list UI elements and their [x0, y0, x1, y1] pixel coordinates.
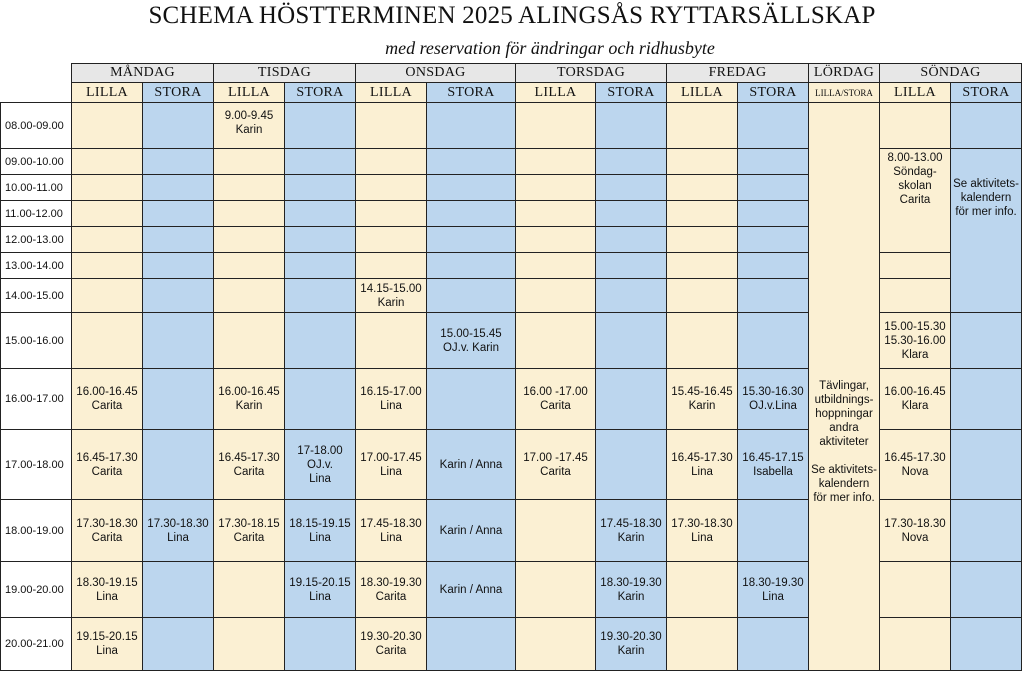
slot-empty: [356, 313, 427, 369]
slot-empty: [596, 313, 667, 369]
slot-empty: [285, 227, 356, 253]
arena-header-both: LILLA/STORA: [809, 83, 880, 103]
booking-slot: 17.30-18.30 Lina: [143, 500, 214, 562]
booking-slot: 15.00-15.30 15.30-16.00 Klara: [880, 313, 951, 369]
booking-slot: [214, 103, 285, 149]
time-label: 09.00-10.00: [1, 149, 72, 175]
booking-slot: 16.15-17.00 Lina: [356, 369, 427, 430]
slot-empty: [285, 313, 356, 369]
slot-empty: [285, 279, 356, 313]
slot-empty: [738, 227, 809, 253]
slot-empty: [951, 313, 1022, 369]
slot-empty: [596, 430, 667, 500]
slot-empty: [143, 201, 214, 227]
slot-empty: [738, 313, 809, 369]
day-header-saturday: LÖRDAG: [809, 64, 880, 83]
day-header-wednesday: ONSDAG: [356, 64, 516, 83]
slot-empty: [667, 103, 738, 149]
slot-empty: [951, 618, 1022, 671]
slot-empty: [143, 618, 214, 671]
time-label: 13.00-14.00: [1, 253, 72, 279]
slot-empty: [285, 253, 356, 279]
booking-slot: Karin / Anna: [427, 500, 516, 562]
booking-slot: 19.15-20.15 Lina: [285, 562, 356, 618]
slot-empty: [596, 369, 667, 430]
booking-slot: 15.30-16.30 OJ.v.Lina: [738, 369, 809, 430]
slot-empty: [667, 227, 738, 253]
slot-empty: [285, 618, 356, 671]
arena-header-stora: STORA: [427, 83, 516, 103]
slot-empty: [667, 562, 738, 618]
slot-empty: [143, 562, 214, 618]
slot-empty: [72, 227, 143, 253]
slot-empty: [72, 103, 143, 149]
slot-empty: [516, 227, 596, 253]
slot-empty: [214, 313, 285, 369]
day-header-friday: FREDAG: [667, 64, 809, 83]
slot-empty: [356, 253, 427, 279]
arena-header-stora: STORA: [951, 83, 1022, 103]
arena-header-stora: STORA: [143, 83, 214, 103]
booking-slot: 17.30-18.30 Carita: [72, 500, 143, 562]
arena-header-lilla: LILLA: [516, 83, 596, 103]
booking-slot: Karin / Anna: [427, 562, 516, 618]
arena-header-stora: STORA: [285, 83, 356, 103]
booking-slot: 16.45-17.15 Isabella: [738, 430, 809, 500]
slot-empty: [427, 201, 516, 227]
slot-empty: [516, 618, 596, 671]
slot-empty: [143, 149, 214, 175]
booking-slot: 16.45-17.30 Nova: [880, 430, 951, 500]
slot-empty: [951, 562, 1022, 618]
day-header-thursday: TORSDAG: [516, 64, 667, 83]
slot-empty: [143, 103, 214, 149]
time-label: 15.00-16.00: [1, 313, 72, 369]
slot-empty: [214, 149, 285, 175]
booking-slot: 16.00 -17.00 Carita: [516, 369, 596, 430]
slot-empty: [596, 103, 667, 149]
time-label: 11.00-12.00: [1, 201, 72, 227]
booking-text: 8.00-13.00 Söndag- skolan Carita: [887, 152, 943, 206]
slot-empty: [427, 175, 516, 201]
booking-slot: 18.30-19.30 Lina: [738, 562, 809, 618]
slot-empty: [143, 369, 214, 430]
slot-empty: [880, 618, 951, 671]
slot-empty: [72, 149, 143, 175]
slot-empty: [72, 313, 143, 369]
slot-empty: [285, 103, 356, 149]
slot-empty: [880, 562, 951, 618]
arena-header-row: [1, 83, 1022, 103]
slot-empty: [951, 430, 1022, 500]
arena-header-lilla: LILLA: [356, 83, 427, 103]
booking-slot: 19.30-20.30 Karin: [596, 618, 667, 671]
slot-empty: [427, 227, 516, 253]
time-label: 19.00-20.00: [1, 562, 72, 618]
slot-empty: [427, 369, 516, 430]
time-label: 08.00-09.00: [1, 103, 72, 149]
slot-empty: [516, 500, 596, 562]
slot-empty: [214, 253, 285, 279]
time-label: 14.00-15.00: [1, 279, 72, 313]
page-title: SCHEMA HÖSTTERMINEN 2025 ALINGSÅS RYTTARSÄLLSKAP: [148, 2, 876, 29]
slot-empty: [738, 279, 809, 313]
time-label: 16.00-17.00: [1, 369, 72, 430]
page-subtitle: med reservation för ändringar och ridhusbyte: [385, 38, 715, 58]
slot-empty: [516, 313, 596, 369]
time-label: 17.00-18.00: [1, 430, 72, 500]
slot-empty: [516, 175, 596, 201]
booking-slot: 18.30-19.15 Lina: [72, 562, 143, 618]
booking-slot: 15.45-16.45 Karin: [667, 369, 738, 430]
slot-empty: [214, 175, 285, 201]
slot-empty: [285, 201, 356, 227]
slot-empty: [738, 201, 809, 227]
slot-empty: [738, 618, 809, 671]
slot-empty: [880, 253, 951, 279]
slot-empty: [143, 279, 214, 313]
slot-empty: [143, 430, 214, 500]
corner-cell: [1, 83, 72, 103]
slot-empty: [285, 175, 356, 201]
slot-empty: [72, 175, 143, 201]
booking-slot: 17.45-18.30 Lina: [356, 500, 427, 562]
booking-slot: 17-18.00 OJ.v. Lina: [285, 430, 356, 500]
slot-empty: [356, 103, 427, 149]
time-row: [1, 103, 1022, 149]
slot-empty: [596, 227, 667, 253]
slot-empty: [667, 175, 738, 201]
slot-empty: [516, 103, 596, 149]
slot-empty: [880, 103, 951, 149]
corner-cell: [1, 64, 72, 83]
day-header-monday: MÅNDAG: [72, 64, 214, 83]
slot-empty: [72, 201, 143, 227]
saturday-activities: Tävlingar, utbildnings- hoppningar andra aktiviteter Se aktivitets- kalendern för mer info.: [809, 103, 880, 671]
slot-empty: [951, 369, 1022, 430]
slot-empty: [143, 227, 214, 253]
slot-empty: [667, 253, 738, 279]
slot-empty: [143, 313, 214, 369]
slot-empty: [427, 103, 516, 149]
booking-slot: 18.30-19.30 Carita: [356, 562, 427, 618]
slot-empty: [214, 201, 285, 227]
slot-empty: [667, 279, 738, 313]
booking-slot: 16.45-17.30 Lina: [667, 430, 738, 500]
slot-empty: [72, 253, 143, 279]
slot-empty: [596, 279, 667, 313]
schedule-table: [0, 63, 1022, 671]
slot-empty: [738, 149, 809, 175]
booking-slot: 15.00-15.45 OJ.v. Karin: [427, 313, 516, 369]
slot-empty: [72, 279, 143, 313]
time-label: 20.00-21.00: [1, 618, 72, 671]
booking-slot: 16.00-16.45 Karin: [214, 369, 285, 430]
slot-empty: [516, 149, 596, 175]
slot-empty: [667, 313, 738, 369]
slot-empty: [285, 369, 356, 430]
arena-header-lilla: LILLA: [880, 83, 951, 103]
slot-empty: [516, 201, 596, 227]
booking-slot: 14.15-15.00 Karin: [356, 279, 427, 313]
slot-empty: [356, 227, 427, 253]
slot-empty: [427, 279, 516, 313]
slot-empty: [516, 253, 596, 279]
slot-empty: [738, 500, 809, 562]
booking-text: 9.00-9.45 Karin: [224, 110, 274, 136]
slot-empty: [738, 253, 809, 279]
slot-empty: [427, 618, 516, 671]
slot-empty: [214, 279, 285, 313]
slot-empty: [516, 279, 596, 313]
slot-empty: [285, 149, 356, 175]
booking-slot: 17.30-18.30 Nova: [880, 500, 951, 562]
slot-empty: [738, 175, 809, 201]
slot-empty: [951, 500, 1022, 562]
booking-slot: 16.45-17.30 Carita: [72, 430, 143, 500]
booking-slot: Karin / Anna: [427, 430, 516, 500]
booking-slot: [880, 149, 951, 253]
slot-empty: [596, 201, 667, 227]
slot-empty: [356, 149, 427, 175]
slot-empty: [356, 175, 427, 201]
slot-empty: [516, 562, 596, 618]
arena-header-stora: STORA: [738, 83, 809, 103]
slot-empty: [667, 201, 738, 227]
booking-text: Se aktivitets- kalendern för mer info.: [953, 178, 1019, 218]
booking-slot: 17.00-17.45 Lina: [356, 430, 427, 500]
day-header-row: [1, 64, 1022, 83]
slot-empty: [143, 175, 214, 201]
slot-empty: [214, 618, 285, 671]
arena-header-lilla: LILLA: [667, 83, 738, 103]
arena-header-lilla: LILLA: [72, 83, 143, 103]
slot-empty: [880, 279, 951, 313]
arena-header-lilla: LILLA: [214, 83, 285, 103]
booking-slot: 19.30-20.30 Carita: [356, 618, 427, 671]
booking-slot: 17.30-18.15 Carita: [214, 500, 285, 562]
booking-slot: 17.45-18.30 Karin: [596, 500, 667, 562]
booking-slot: 17.30-18.30 Lina: [667, 500, 738, 562]
slot-empty: [427, 149, 516, 175]
booking-slot: [951, 149, 1022, 313]
slot-empty: [143, 253, 214, 279]
slot-empty: [667, 618, 738, 671]
slot-empty: [356, 201, 427, 227]
time-label: 12.00-13.00: [1, 227, 72, 253]
slot-empty: [738, 103, 809, 149]
slot-empty: [427, 253, 516, 279]
booking-slot: 17.00 -17.45 Carita: [516, 430, 596, 500]
time-label: 18.00-19.00: [1, 500, 72, 562]
slot-empty: [596, 149, 667, 175]
slot-empty: [951, 103, 1022, 149]
booking-slot: 16.45-17.30 Carita: [214, 430, 285, 500]
booking-slot: 16.00-16.45 Klara: [880, 369, 951, 430]
slot-empty: [667, 149, 738, 175]
day-header-tuesday: TISDAG: [214, 64, 356, 83]
arena-header-stora: STORA: [596, 83, 667, 103]
slot-empty: [214, 227, 285, 253]
booking-slot: 18.15-19.15 Lina: [285, 500, 356, 562]
day-header-sunday: SÖNDAG: [880, 64, 1022, 83]
booking-slot: 18.30-19.30 Karin: [596, 562, 667, 618]
booking-slot: 19.15-20.15 Lina: [72, 618, 143, 671]
booking-slot: 16.00-16.45 Carita: [72, 369, 143, 430]
time-label: 10.00-11.00: [1, 175, 72, 201]
slot-empty: [596, 175, 667, 201]
slot-empty: [596, 253, 667, 279]
slot-empty: [214, 562, 285, 618]
